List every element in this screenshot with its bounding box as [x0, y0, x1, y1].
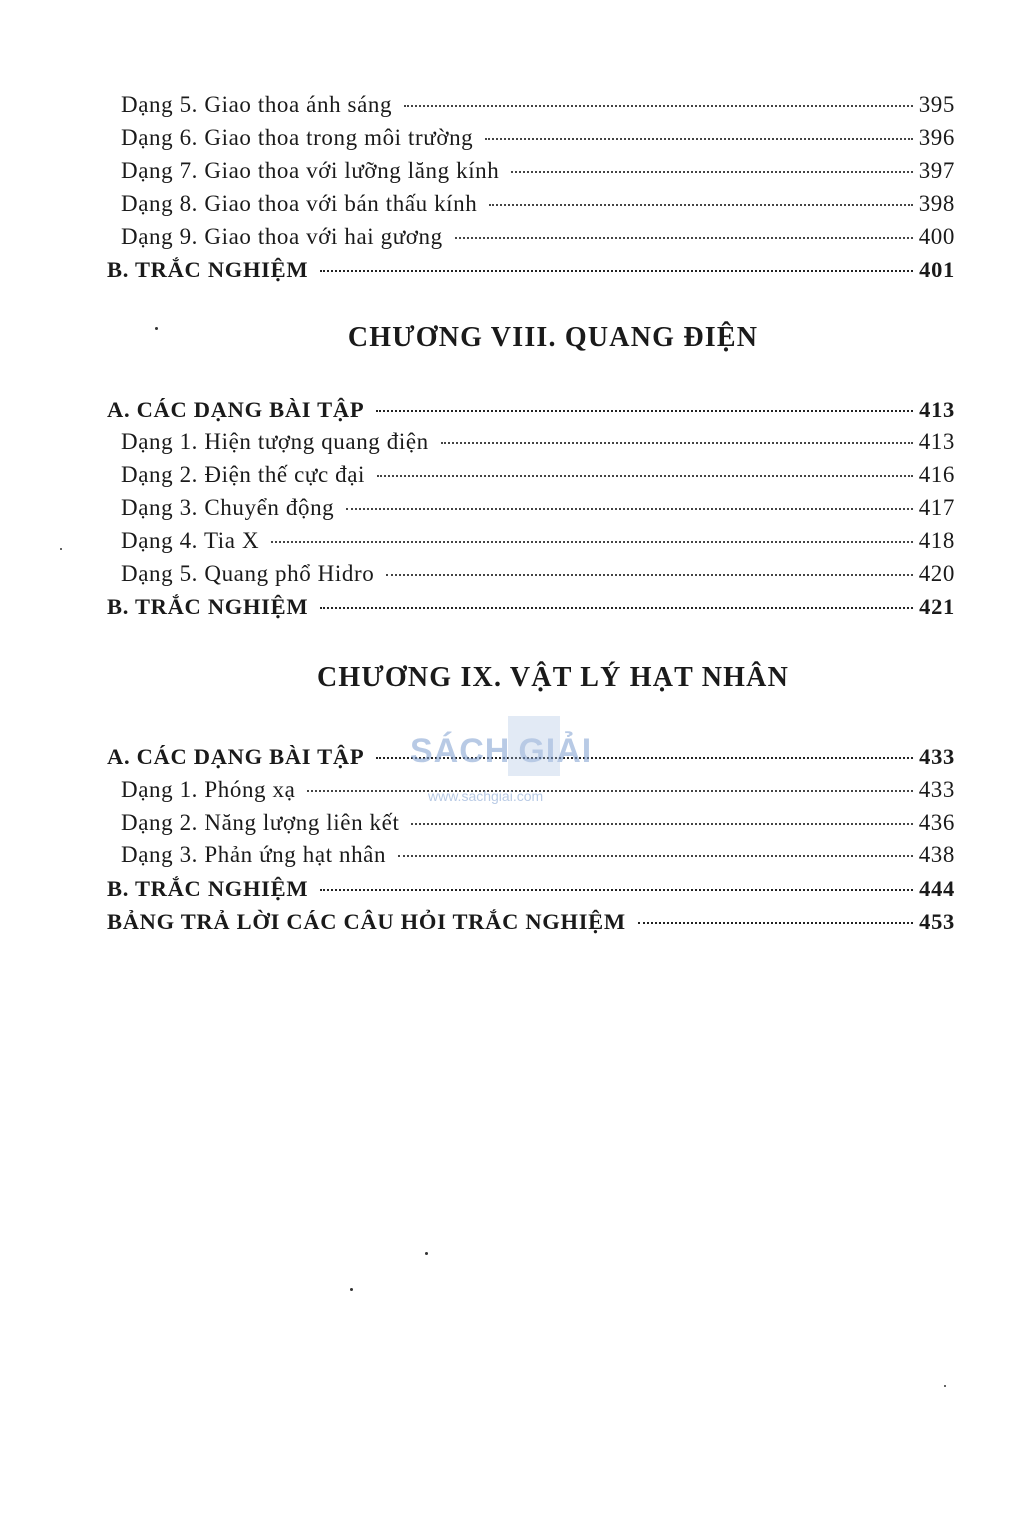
toc-entry-label: B. TRẮC NGHIỆM: [107, 257, 309, 282]
toc-entry-label: Dạng 6. Giao thoa trong môi trường: [121, 125, 474, 150]
watermark-brand: [410, 732, 592, 771]
toc-entry-page: 453: [919, 909, 955, 934]
toc-entry-label: Dạng 1. Hiện tượng quang điện: [121, 429, 429, 454]
toc-entry-label: BẢNG TRẢ LỜI CÁC CÂU HỎI TRẮC NGHIỆM: [107, 909, 626, 934]
toc-entry: [121, 810, 955, 836]
watermark-logo: [410, 712, 620, 812]
toc-entry-label: Dạng 2. Điện thế cực đại: [121, 462, 366, 487]
toc-entry-page: 417: [918, 495, 955, 520]
chapter-title: CHƯƠNG VIII. QUANG ĐIỆN: [347, 322, 759, 353]
toc-entry: [121, 158, 955, 184]
toc-leader-dots: [489, 204, 912, 206]
toc-leader-dots: [377, 475, 913, 477]
scan-speck: [350, 1288, 353, 1291]
toc-leader-dots: [398, 855, 913, 857]
toc-leader-dots: [320, 270, 913, 272]
chapter-title: CHƯƠNG IX. VẬT LÝ HẠT NHÂN: [317, 662, 789, 693]
toc-section-entry: [107, 876, 955, 902]
toc-leader-dots: [320, 889, 913, 891]
toc-section-entry: [107, 594, 955, 620]
toc-entry: [121, 842, 955, 868]
toc-leader-dots: [638, 922, 913, 924]
toc-leader-dots: [271, 541, 913, 543]
toc-entry-page: 433: [918, 777, 955, 802]
watermark-url: www.sachgiai.com: [428, 788, 544, 804]
toc-entry-label: Dạng 9. Giao thoa với hai gương: [121, 224, 443, 249]
toc-entry-label: Dạng 2. Năng lượng liên kết: [121, 810, 400, 835]
toc-entry-page: 444: [919, 876, 955, 901]
toc-entry-label: A. CÁC DẠNG BÀI TẬP: [107, 744, 365, 769]
toc-leader-dots: [441, 442, 913, 444]
toc-entry-page: 413: [919, 397, 955, 422]
toc-leader-dots: [404, 105, 913, 107]
toc-entry-label: Dạng 3. Chuyển động: [121, 495, 335, 520]
toc-entry: [121, 92, 955, 118]
toc-entry-page: 396: [918, 125, 955, 150]
scan-speck: [155, 327, 158, 330]
toc-leader-dots: [455, 237, 913, 239]
toc-entry-page: 401: [919, 257, 955, 282]
toc-entry-page: 413: [918, 429, 955, 454]
toc-entry: [121, 125, 955, 151]
toc-entry-page: 400: [918, 224, 955, 249]
toc-entry: [121, 429, 955, 455]
toc-entry-label: Dạng 8. Giao thoa với bán thấu kính: [121, 191, 478, 216]
toc-entry: [121, 462, 955, 488]
watermark-brand-part: GIẢI: [518, 732, 593, 770]
toc-entry-label: A. CÁC DẠNG BÀI TẬP: [107, 397, 365, 422]
toc-entry-label: Dạng 4. Tia X: [121, 528, 260, 553]
toc-entry-label: Dạng 1. Phóng xạ: [121, 777, 296, 802]
toc-entry-page: 416: [918, 462, 955, 487]
watermark-brand-part: SÁCH: [410, 732, 511, 770]
toc-leader-dots: [346, 508, 912, 510]
toc-entry-page: 397: [918, 158, 955, 183]
toc-entry-page: 418: [918, 528, 955, 553]
toc-entry-page: 421: [919, 594, 955, 619]
toc-section-entry: [107, 397, 955, 423]
toc-entry-page: 438: [918, 842, 955, 867]
toc-entry-page: 398: [918, 191, 955, 216]
toc-leader-dots: [386, 574, 912, 576]
toc-entry-label: Dạng 7. Giao thoa với lưỡng lăng kính: [121, 158, 500, 183]
toc-entry-label: Dạng 5. Quang phổ Hidro: [121, 561, 375, 586]
toc-leader-dots: [320, 607, 913, 609]
toc-leader-dots: [376, 410, 913, 412]
toc-leader-dots: [411, 823, 912, 825]
toc-entry-page: 420: [918, 561, 955, 586]
toc-entry: [121, 224, 955, 250]
scan-speck: [60, 548, 62, 550]
toc-entry-page: 436: [918, 810, 955, 835]
toc-entry: [121, 528, 955, 554]
toc-entry-label: B. TRẮC NGHIỆM: [107, 594, 309, 619]
toc-entry-label: B. TRẮC NGHIỆM: [107, 876, 309, 901]
toc-entry: [121, 495, 955, 521]
toc-entry-label: Dạng 3. Phản ứng hạt nhân: [121, 842, 387, 867]
toc-leader-dots: [511, 171, 912, 173]
toc-leader-dots: [485, 138, 912, 140]
scan-speck: [944, 1385, 946, 1387]
scan-speck: [425, 1252, 428, 1255]
toc-entry-label: Dạng 5. Giao thoa ánh sáng: [121, 92, 393, 117]
toc-entry-page: 395: [918, 92, 955, 117]
toc-section-entry: [107, 257, 955, 283]
toc-entry-page: 433: [919, 744, 955, 769]
toc-entry: [121, 191, 955, 217]
toc-entry: [121, 561, 955, 587]
toc-section-entry: [107, 909, 955, 935]
